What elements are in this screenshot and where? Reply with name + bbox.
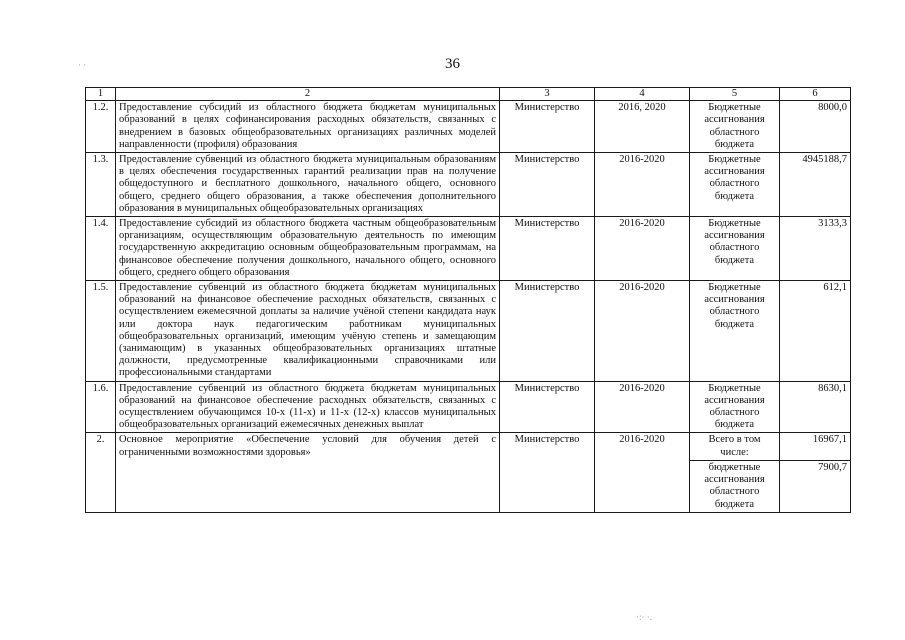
- row-funding-source: Бюджетные ассигнования областного бюджета: [690, 281, 780, 382]
- table-row: [86, 101, 851, 153]
- row-number: 2.: [86, 433, 116, 512]
- row-amount: 7900,7: [780, 460, 851, 512]
- row-total-label: Всего в том числе:: [690, 433, 780, 460]
- row-amount: 612,1: [780, 281, 851, 382]
- row-period: 2016-2020: [595, 281, 690, 382]
- program-table: [85, 87, 851, 513]
- row-funding-source: Бюджетные ассигнования областного бюджета: [690, 153, 780, 217]
- row-executor: Министерство: [500, 217, 595, 281]
- row-number: 1.3.: [86, 153, 116, 217]
- row-period: 2016-2020: [595, 381, 690, 433]
- row-amount: 8630,1: [780, 381, 851, 433]
- row-number: 1.5.: [86, 281, 116, 382]
- column-header: 3: [500, 88, 595, 101]
- row-amount: 3133,3: [780, 217, 851, 281]
- table-row: [86, 281, 851, 382]
- row-period: 2016-2020: [595, 433, 690, 512]
- table-row: [86, 381, 851, 433]
- column-header: 2: [116, 88, 500, 101]
- row-executor: Министерство: [500, 153, 595, 217]
- table-row: [86, 433, 851, 460]
- row-executor: Министерство: [500, 281, 595, 382]
- row-description: Предоставление субвенций из областного бюджета муниципальным образованиям в целях обеспечения государственных гарантий реализации прав на получение общедоступного и бесплатного дошкольного, начального общего, основного общего, среднего общего образования, а также обеспечения дополнительного образования в муниципальных общеобразовательных организациях: [116, 153, 500, 217]
- row-period: 2016-2020: [595, 153, 690, 217]
- row-executor: Министерство: [500, 101, 595, 153]
- column-header: 4: [595, 88, 690, 101]
- row-funding-source: Бюджетные ассигнования областного бюджета: [690, 217, 780, 281]
- row-funding-source: Бюджетные ассигнования областного бюджета: [690, 101, 780, 153]
- table-header-row: [86, 88, 851, 101]
- column-header: 6: [780, 88, 851, 101]
- row-number: 1.4.: [86, 217, 116, 281]
- table-row: [86, 153, 851, 217]
- row-period: 2016-2020: [595, 217, 690, 281]
- row-amount: 4945188,7: [780, 153, 851, 217]
- row-description: Предоставление субвенций из областного бюджета бюджетам муниципальных образований на финансовое обеспечение расходных обязательств, связанных с осуществлением ежемесячной доплаты за наличие учёной степени кандидата наук или доктора наук педагогическим работникам муниципальных общеобразовательных организаций, имеющим учёную степень и замещающим (занимающим) в указанных общеобразовательных организациях штатные должности, предусмотренные квалификационными справочниками или профессиональными стандартами: [116, 281, 500, 382]
- row-funding-source: бюджетные ассигнования областного бюджета: [690, 460, 780, 512]
- column-header: 5: [690, 88, 780, 101]
- scan-speck: · ·: [78, 60, 87, 70]
- row-number: 1.2.: [86, 101, 116, 153]
- row-executor: Министерство: [500, 381, 595, 433]
- row-number: 1.6.: [86, 381, 116, 433]
- column-header: 1: [86, 88, 116, 101]
- row-description: Предоставление субсидий из областного бюджета бюджетам муниципальных образований в целях софинансирования расходных обязательств, связанных с внедрением в базовых общеобразовательных организациях различных моделей направленности (профиля) образования: [116, 101, 500, 153]
- row-amount: 8000,0: [780, 101, 851, 153]
- row-description: Предоставление субсидий из областного бюджета частным общеобразовательным организациям, осуществляющим образовательную деятельность по имеющим государственную аккредитацию основным общеобразовательным программам, на финансовое обеспечение получения дошкольного, начального общего, основного общего, среднего общего образования: [116, 217, 500, 281]
- table-row: [86, 217, 851, 281]
- row-executor: Министерство: [500, 433, 595, 512]
- row-funding-source: Бюджетные ассигнования областного бюджета: [690, 381, 780, 433]
- row-description: Предоставление субвенций из областного бюджета бюджетам муниципальных образований на финансовое обеспечение расходных обязательств, связанных с осуществлением обучающимся 10-х (11-х) и 11-х (12-х) классов муниципальных общеобразовательных организаций ежемесячных денежных выплат: [116, 381, 500, 433]
- page-number: 36: [445, 56, 460, 72]
- scan-speck: ·:· ·.: [636, 612, 652, 622]
- row-period: 2016, 2020: [595, 101, 690, 153]
- row-total-amount: 16967,1: [780, 433, 851, 460]
- row-description: Основное мероприятие «Обеспечение условий для обучения детей с ограниченными возможностями здоровья»: [116, 433, 500, 512]
